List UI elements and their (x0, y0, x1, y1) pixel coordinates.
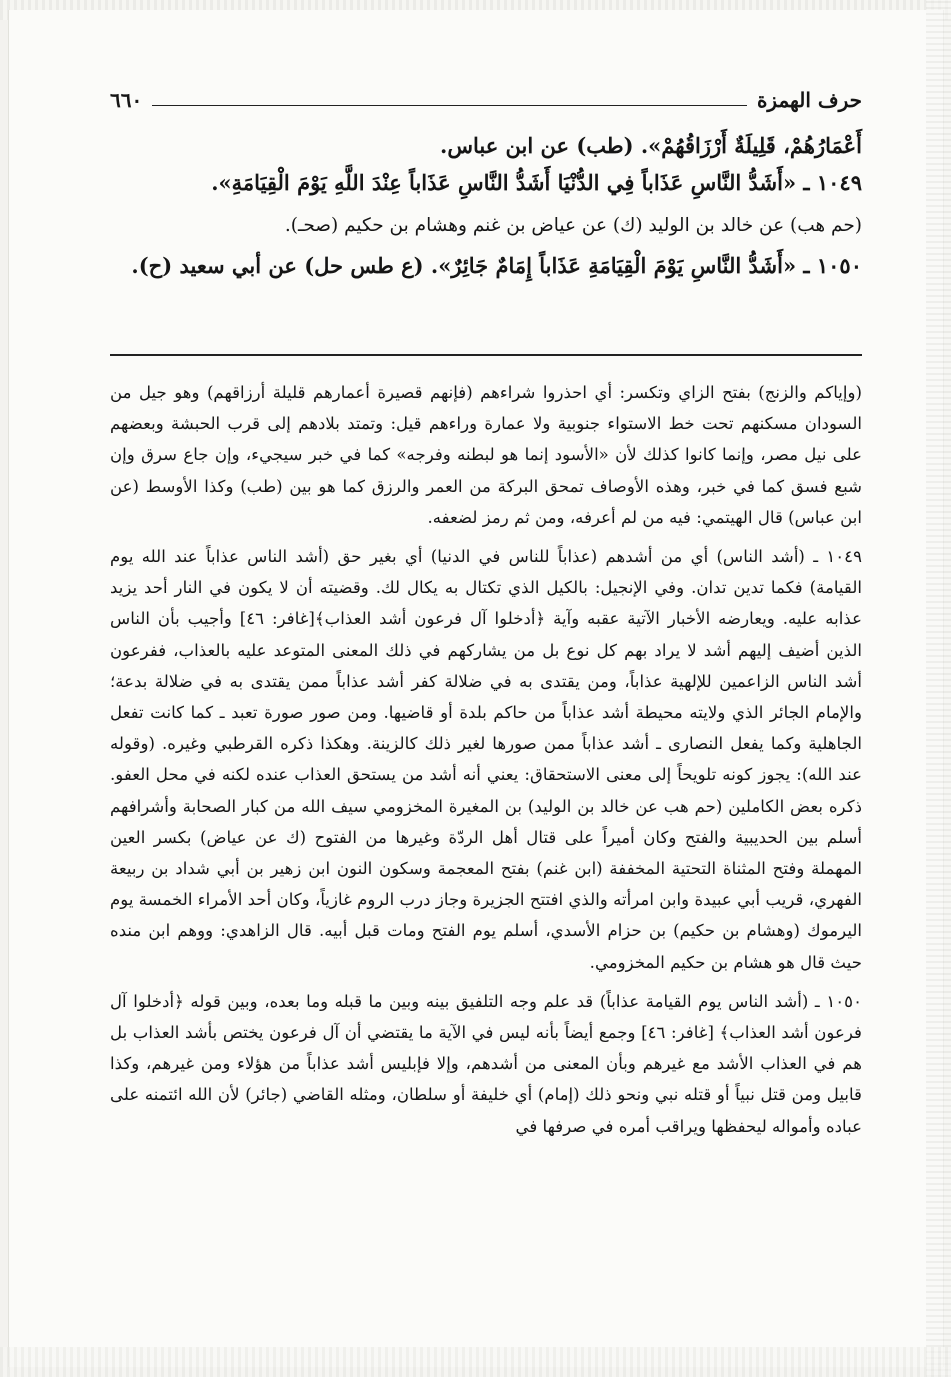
page-content (110, 0, 862, 1377)
section-title: حرف الهمزة (756, 88, 862, 112)
commentary-paragraph-1050: ١٠٥٠ ـ (أشد الناس يوم القيامة عذاباً) قد علم وجه التلفيق بينه وبين ما قبله وما بعده، وبين قوله ﴿أدخلوا آل فرعون أشد العذاب﴾ [غافر: ٤٦] وجمع أيضاً بأنه ليس في الآية ما يقتضي أن آل فرعون يختص بأشد العذاب بل هم في العذاب الأشد مع غيرهم وبأن المعنى من أشدهم، وإلا فإبليس أشد عذاباً من هؤلاء ومن غيرهم، وكذا قابيل ومن قتل نبياً أو قتله نبي ونحو ذلك (إمام) أي خليفة أو سلطان، ومثله القاضي (جائر) لأن الله ائتمنه على عباده وأمواله ليحفظها ويراقب أمره في صرفها في (110, 991, 862, 1136)
commentary-block (110, 377, 862, 1142)
hadith-1049: ١٠٤٩ ـ «أَشَدُّ النَّاسِ عَذَاباً فِي الدُّنْيَا أَشَدُّ النَّاسِ عَذَاباً عِنْدَ اللَّهِ يَوْمَ الْقِيَامَةِ». (211, 170, 862, 195)
hadith-1050: ١٠٥٠ ـ «أَشَدُّ النَّاسِ يَوْمَ الْقِيَامَةِ عَذَاباً إِمَامٌ جَائِرٌ». (ع طس حل) عن أبي سعيد (ح). (131, 253, 862, 278)
page-header (110, 80, 862, 112)
page-number: ٦٦٠ (110, 88, 143, 112)
commentary-paragraph-1: (وإياكم والزنج) بفتح الزاي وتكسر: أي احذروا شراءهم (فإنهم قصيرة أعمارهم قليلة أرزاقهم) وهو جيل من السودان مسكنهم تحت خط الاستواء جنوبية ولا عمارة وراءهم قيل: وتمتد بلادهم إلى قرب الحبشة وبعضهم على نيل مصر، وإنما كانوا كذلك لأن «الأسود إنما هو لبطنه وفرجه» كما في خبر سيجيء، وإن جاع سرق وإن شبع فسق كما في خبر، وهذه الأوصاف تمحق البركة من العمر والرزق كما هو بين (طب) وكذا الأوسط (عن ابن عباس) قال الهيتمي: فيه من لم أعرفه، ومن ثم رمز لضعفه. (110, 383, 862, 527)
hadith-text-block (110, 134, 862, 278)
footnote-separator (110, 354, 862, 356)
commentary-paragraph-1049: ١٠٤٩ ـ (أشد الناس) أي من أشدهم (عذاباً للناس في الدنيا) أي بغير حق (أشد الناس عذاباً عند الله يوم القيامة) فكما تدين تدان. وفي الإنجيل: بالكيل الذي تكتال به يكال لك. وقضيته أن لا يكون في النار أحد يزيد عذابه عليه. ويعارضه الأخبار الآتية عقبه وآية ﴿أدخلوا آل فرعون أشد العذاب﴾[غافر: ٤٦] وأجيب بأن الناس الذين أضيف إليهم أشد لا يراد بهم كل نوع بل من يشاركهم في ذلك المعنى المتوعد عليه بالعذاب، ففرعون أشد الناس الزاعمين للإلهية عذاباً، ومن يقتدى به في ضلالة كفر أشد عذاباً ممن يقتدى به في ضلالة بدعة؛ والإمام الجائر الذي ولايته محيطة أشد عذاباً من حاكم بلدة أو قاضيها. ومن صور صورة تعبد ـ كما كانت تفعل الجاهلية وكما يفعل النصارى ـ أشد عذاباً ممن صورها لغير ذلك كالزينة. وهكذا ذكره القرطبي وغيره. (وقوله عند الله): يجوز كونه تلويحاً إلى معنى الاستحقاق: يعني أنه أشد من يستحق العذاب عنده لكنه في محل العفو. ذكره بعض الكاملين (حم هب عن خالد بن الوليد) بن المغيرة المخزومي سيف الله من كبار الصحابة وأشرافهم أسلم بين الحديبية والفتح وكان أميراً على قتال أهل الردّة وغيرها من الفتوح (ك عن عياض) بكسر العين المهملة وفتح المثناة التحتية المخففة (ابن غنم) بفتح المعجمة وسكون النون ابن زهير بن أبي شداد بن ربيعة الفهري، قريب أبي عبيدة وابن امرأته والذي افتتح الجزيرة وجاز درب الروم غازياً، وكان أحد الأمراء الخمسة يوم اليرموك (وهشام بن حكيم) بن حزام الأسدي، أسلم يوم الفتح ومات قبل أبيه. قال الزاهدي: ووهم ابن منده حيث قال هو هشام بن حكيم المخزومي. (110, 547, 862, 972)
header-rule (152, 105, 747, 106)
hadith-1049-source: (حم هب) عن خالد بن الوليد (ك) عن عياض بن غنم وهشام بن حكيم (صحـ). (284, 215, 862, 236)
hadith-continuation: أَعْمَارُهُمْ، قَلِيلَةٌ أَرْزَاقُهُمْ». (طب) عن ابن عباس. (440, 133, 862, 158)
scan-edge-right (926, 0, 951, 1377)
